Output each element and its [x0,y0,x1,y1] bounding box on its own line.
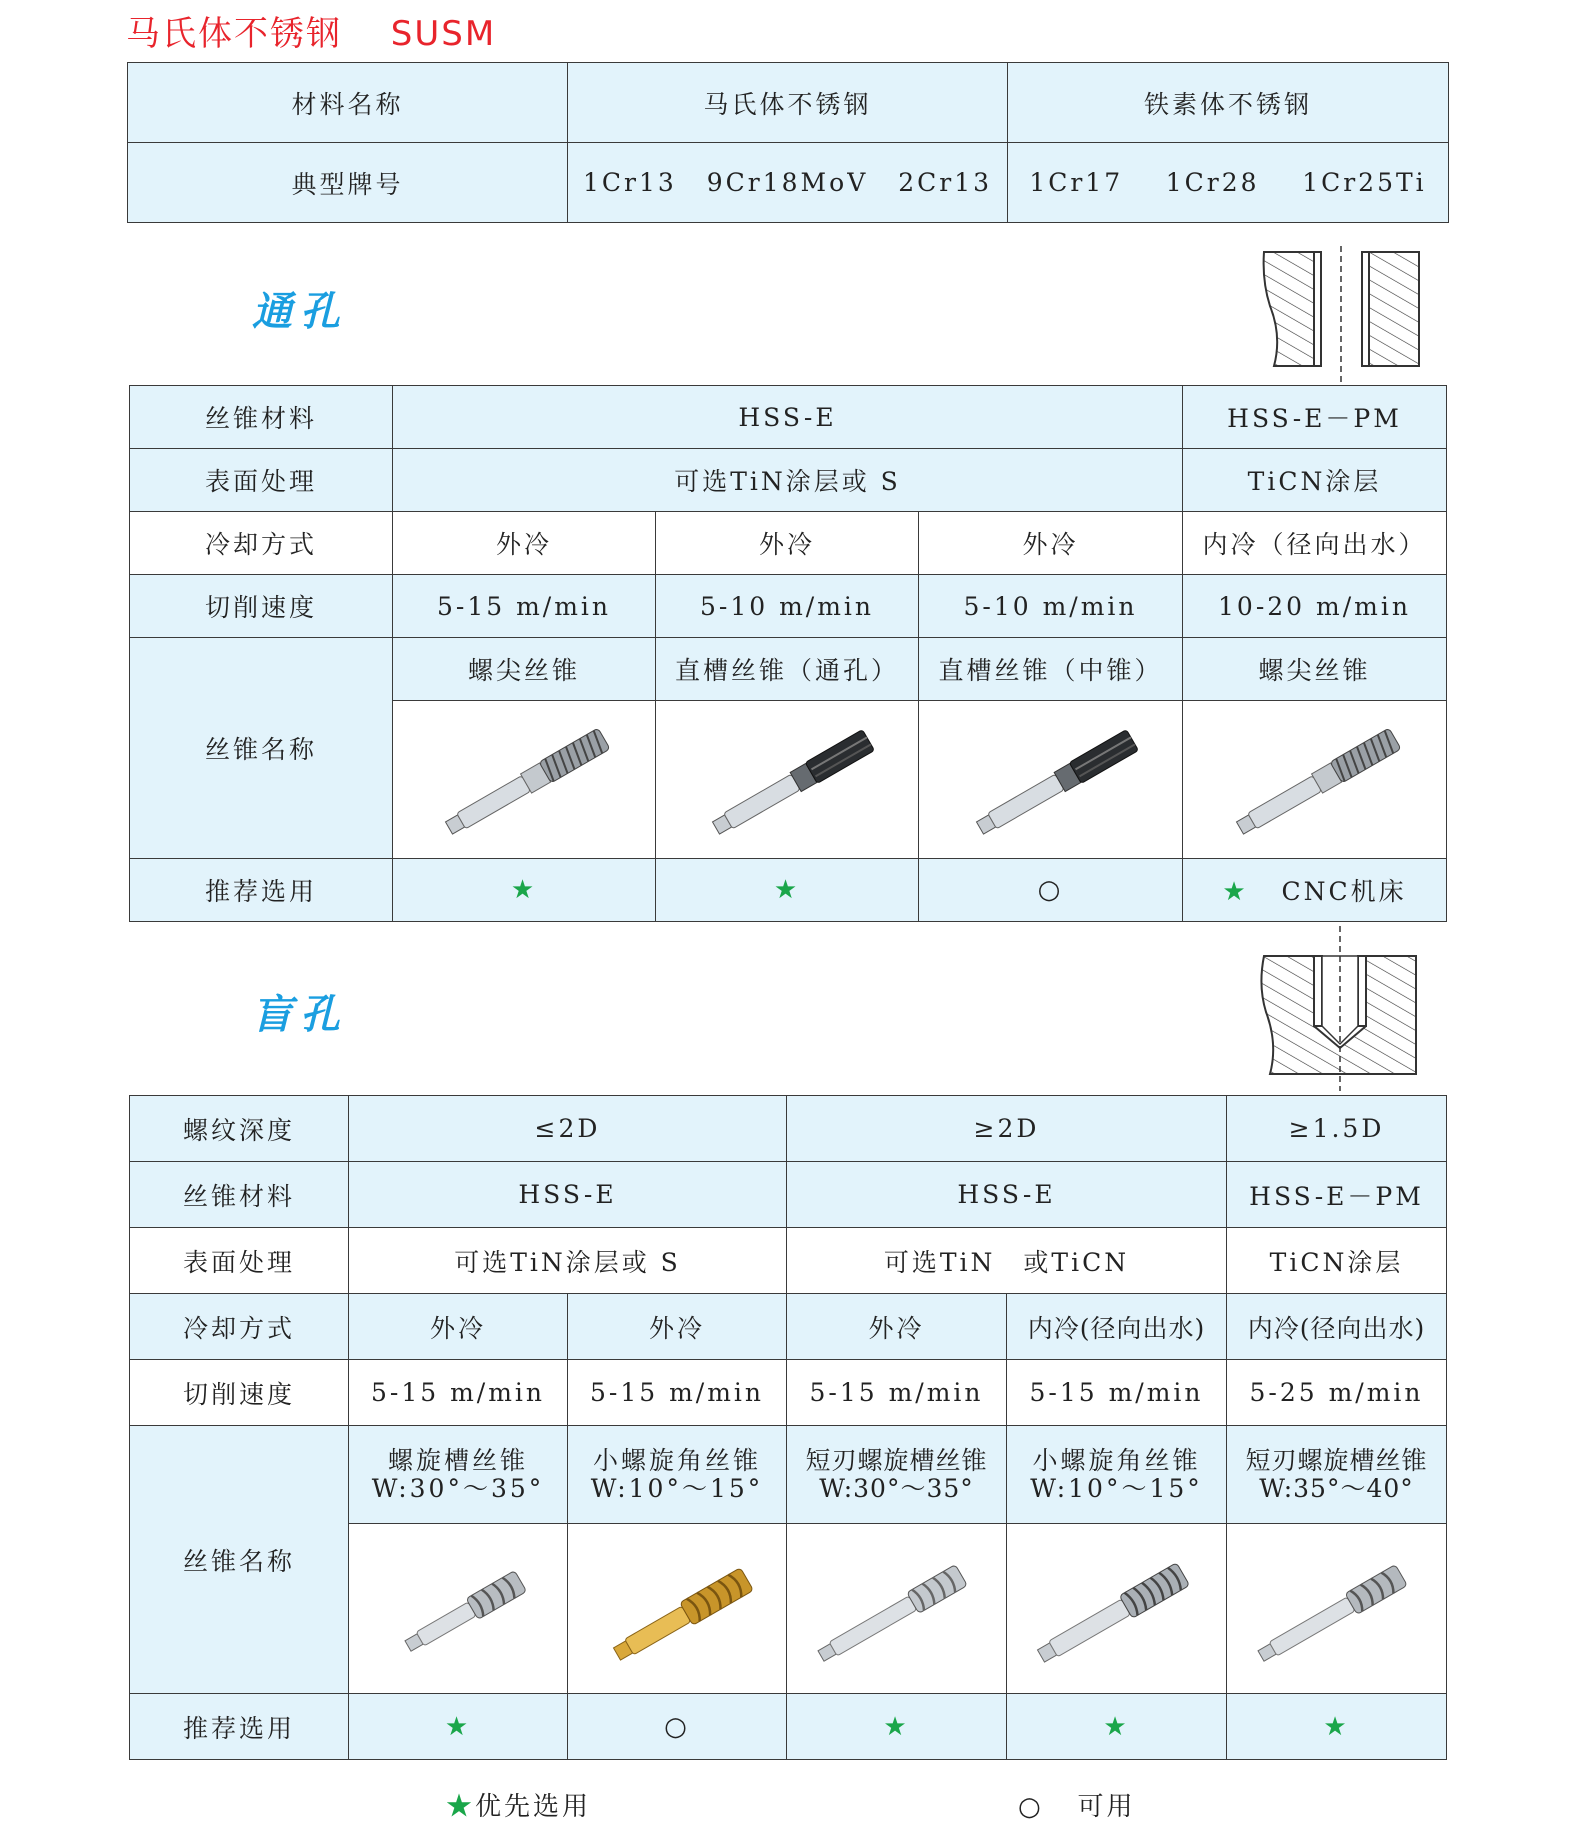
material-table [127,62,1449,223]
grade: 1Cr25Ti [1302,168,1427,197]
bh-material: HSS-E [787,1162,1227,1228]
spiral-point-tap-icon [419,710,629,850]
bh-tap-name [568,1426,787,1524]
bh-tap-image [349,1524,568,1694]
th-cooling: 外冷 [393,512,656,575]
th-tap-image [393,701,656,859]
th-speed: 5-10 m/min [919,575,1183,638]
th-recommend [1183,859,1447,922]
th-surface-label: 表面处理 [130,449,393,512]
bh-tap-name [1007,1426,1227,1524]
grade: 1Cr28 [1165,168,1260,197]
tap-name: 短刃螺旋槽丝锥 [1245,1445,1428,1475]
star-icon: ★ [1323,1711,1350,1742]
bh-tap-name [787,1426,1007,1524]
th-tap-image [919,701,1183,859]
bh-tap-name [1227,1426,1447,1524]
star-icon: ★ [1103,1711,1130,1742]
through-hole-table [129,385,1447,922]
th-tap-name: 直槽丝锥（中锥） [919,638,1183,701]
star-icon: ★ [446,1792,476,1822]
bh-speed: 5-15 m/min [568,1360,787,1426]
bh-recommend [787,1694,1007,1760]
bh-surface: TiCN涂层 [1227,1228,1447,1294]
spiral-flute-tap-icon [368,1534,548,1684]
blind-hole-title: 盲孔 [252,991,348,1038]
grade: 2Cr13 [898,168,993,197]
helix-angle: W:35°～40° [1259,1473,1414,1503]
bh-surface: 可选TiN涂层或 S [349,1228,787,1294]
bh-speed: 5-25 m/min [1227,1360,1447,1426]
bh-surface-label: 表面处理 [130,1228,349,1294]
star-icon: ★ [1222,877,1249,907]
th-tap-name: 螺尖丝锥 [1183,638,1447,701]
ferritic-header: 铁素体不锈钢 [1008,63,1449,143]
martensitic-grades [568,143,1008,223]
blind-hole-table [129,1095,1447,1760]
bh-tap-name [349,1426,568,1524]
bh-tap-image [1007,1524,1227,1694]
grade: 9Cr18MoV [706,168,869,197]
th-name-label: 丝锥名称 [130,638,393,859]
bh-cooling: 外冷 [349,1294,568,1360]
bh-material: HSS-E [349,1162,787,1228]
th-speed: 5-10 m/min [656,575,919,638]
bh-tap-image [787,1524,1007,1694]
spiral-flute-tap-icon [1017,1534,1217,1684]
tap-name: 螺旋槽丝锥 [387,1445,528,1475]
ferritic-grades [1008,143,1449,223]
bh-recommend [568,1694,787,1760]
th-tap-name: 螺尖丝锥 [393,638,656,701]
straight-flute-tap-icon [682,710,892,850]
bh-speed-label: 切削速度 [130,1360,349,1426]
th-tap-name: 直槽丝锥（通孔） [656,638,919,701]
star-icon: ★ [444,1711,472,1742]
star-icon: ★ [773,875,801,905]
th-cooling-label: 冷却方式 [130,512,393,575]
bh-depth: ≥2D [787,1096,1227,1162]
tap-name: 短刃螺旋槽丝锥 [805,1445,988,1475]
straight-flute-tap-icon [946,710,1156,850]
grade: 1Cr13 [582,168,677,197]
bh-cooling-label: 冷却方式 [130,1294,349,1360]
bh-depth: ≤2D [349,1096,787,1162]
th-speed: 10-20 m/min [1183,575,1447,638]
helix-angle: W:30°～35° [819,1473,974,1503]
th-recommend-label: 推荐选用 [130,859,393,922]
th-cooling: 内冷（径向出水） [1183,512,1447,575]
th-material-hss: HSS-E [393,386,1183,449]
grade: 1Cr17 [1029,168,1124,197]
bh-speed: 5-15 m/min [349,1360,568,1426]
bh-speed: 5-15 m/min [787,1360,1007,1426]
spiral-flute-tap-icon [1237,1534,1437,1684]
tap-name: 小螺旋角丝锥 [592,1445,761,1475]
material-name-label: 材料名称 [128,63,568,143]
legend-preferred-label: 优先选用 [475,1792,592,1822]
th-material-label: 丝锥材料 [130,386,393,449]
bh-name-label: 丝锥名称 [130,1426,349,1694]
bh-recommend [349,1694,568,1760]
legend-available-label: 可用 [1077,1792,1136,1822]
circle-icon: ○ [664,1711,690,1742]
star-icon: ★ [510,875,538,905]
martensitic-header: 马氏体不锈钢 [568,63,1008,143]
typical-grade-label: 典型牌号 [128,143,568,223]
bh-cooling: 内冷(径向出水) [1007,1294,1227,1360]
spiral-flute-tap-icon [797,1534,997,1684]
bh-depth: ≥1.5D [1227,1096,1447,1162]
bh-surface: 可选TiN 或TiCN [787,1228,1227,1294]
bh-recommend [1227,1694,1447,1760]
bh-tap-image [1227,1524,1447,1694]
th-cooling: 外冷 [656,512,919,575]
th-tap-image [1183,701,1447,859]
legend-preferred [446,1786,591,1823]
th-speed-label: 切削速度 [130,575,393,638]
through-hole-title: 通孔 [252,288,348,335]
bh-cooling: 内冷(径向出水) [1227,1294,1447,1360]
th-material-pm: HSS-E－PM [1183,386,1447,449]
bh-cooling: 外冷 [787,1294,1007,1360]
through-hole-diagram-icon [1262,246,1422,396]
blind-hole-diagram-icon [1258,926,1418,1091]
helix-angle: W:10°～15° [1030,1473,1203,1503]
th-speed: 5-15 m/min [393,575,656,638]
spiral-point-tap-icon [1210,710,1420,850]
th-recommend [656,859,919,922]
legend-available [1018,1786,1136,1823]
helix-angle: W:30°～35° [371,1473,545,1503]
th-surface-ticn: TiCN涂层 [1183,449,1447,512]
bh-tap-image [568,1524,787,1694]
circle-icon: ○ [1018,1792,1044,1822]
circle-icon: ○ [1037,875,1064,905]
bh-cooling: 外冷 [568,1294,787,1360]
tap-name: 小螺旋角丝锥 [1032,1445,1201,1475]
page-title: 马氏体不锈钢 SUSM [126,14,497,54]
th-recommend [919,859,1183,922]
helix-angle: W:10°～15° [590,1473,764,1503]
bh-material: HSS-E－PM [1227,1162,1447,1228]
star-icon: ★ [883,1711,910,1742]
gold-spiral-flute-tap-icon [587,1534,767,1684]
bh-depth-label: 螺纹深度 [130,1096,349,1162]
bh-recommend [1007,1694,1227,1760]
bh-recommend-label: 推荐选用 [130,1694,349,1760]
th-cooling: 外冷 [919,512,1183,575]
th-tap-image [656,701,919,859]
bh-speed: 5-15 m/min [1007,1360,1227,1426]
th-surface-opt: 可选TiN涂层或 S [393,449,1183,512]
th-recommend [393,859,656,922]
bh-material-label: 丝锥材料 [130,1162,349,1228]
cnc-note: CNC机床 [1281,877,1407,906]
